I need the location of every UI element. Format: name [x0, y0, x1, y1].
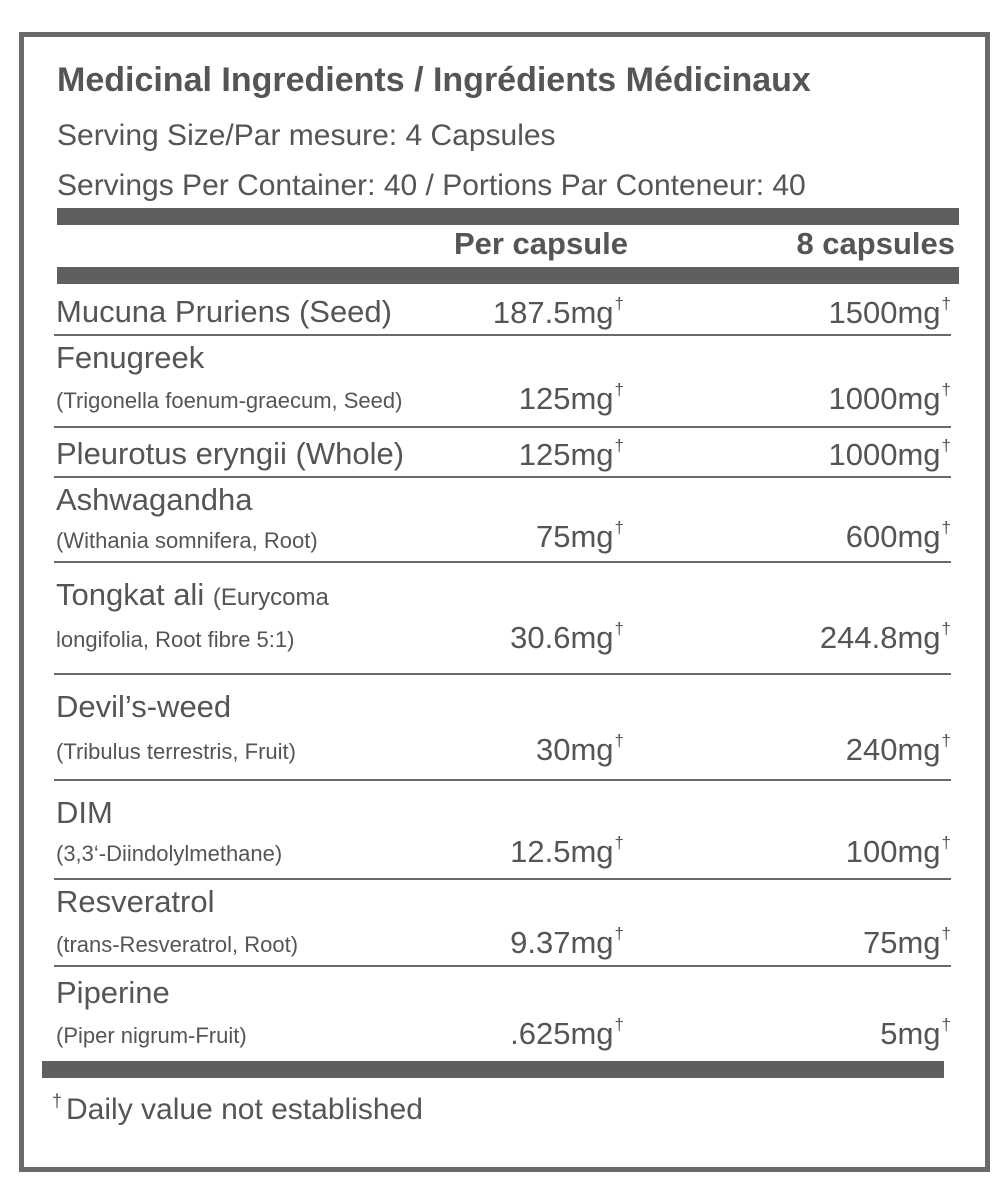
- amount-per-capsule: 30mg†: [535, 731, 624, 767]
- footnote-text: Daily value not established: [66, 1093, 423, 1126]
- amount-per-capsule: .625mg†: [510, 1015, 624, 1051]
- amount-eight-capsules: 100mg†: [845, 833, 951, 869]
- amount-per-capsule: 75mg†: [535, 518, 624, 554]
- amount-per-capsule: 9.37mg†: [510, 924, 624, 960]
- ingredient-latin-name: (trans-Resveratrol, Root): [56, 932, 299, 957]
- serving-size: Serving Size/Par mesure: 4 Capsules: [57, 119, 556, 152]
- ingredient-latin-name: longifolia, Root fibre 5:1): [56, 627, 295, 652]
- amount-per-capsule: 12.5mg†: [510, 833, 624, 869]
- dagger-symbol: †: [52, 1091, 63, 1111]
- ingredient-row: [54, 563, 951, 675]
- ingredient-latin-name: (Tribulus terrestris, Fruit): [56, 739, 296, 764]
- column-header-per-capsule: Per capsule: [453, 226, 628, 261]
- servings-per-container: Servings Per Container: 40 / Portions Par Conteneur: 40: [57, 169, 806, 202]
- ingredient-name: Pleurotus eryngii (Whole): [56, 436, 405, 471]
- ingredient-row: [54, 781, 951, 880]
- amount-eight-capsules: 75mg†: [862, 924, 951, 960]
- ingredient-row: [54, 284, 951, 336]
- ingredient-row: [54, 478, 951, 563]
- ingredient-row: [54, 880, 951, 967]
- ingredient-latin-name: (Piper nigrum-Fruit): [56, 1023, 247, 1048]
- column-divider-bar: [57, 267, 959, 284]
- panel-title: Medicinal Ingredients / Ingrédients Médicinaux: [57, 61, 811, 99]
- amount-per-capsule: 30.6mg†: [510, 619, 624, 655]
- ingredient-name: Mucuna Pruriens (Seed): [56, 294, 392, 329]
- footnote: [52, 1091, 423, 1127]
- amount-eight-capsules: 5mg†: [880, 1015, 951, 1051]
- amount-eight-capsules: 244.8mg†: [819, 619, 951, 655]
- ingredient-row: [54, 428, 951, 478]
- ingredient-name: Devil’s-weed: [56, 689, 232, 724]
- amount-eight-capsules: 240mg†: [845, 731, 951, 767]
- footer-divider-bar: [42, 1061, 944, 1078]
- amount-eight-capsules: 600mg†: [845, 518, 951, 554]
- ingredient-name: Tongkat ali (Eurycoma: [56, 577, 329, 612]
- amount-per-capsule: 187.5mg†: [492, 294, 624, 330]
- ingredient-name: Ashwagandha: [56, 482, 253, 517]
- amount-eight-capsules: 1500mg†: [828, 294, 951, 330]
- amount-per-capsule: 125mg†: [518, 436, 624, 472]
- amount-eight-capsules: 1000mg†: [828, 436, 951, 472]
- column-header-eight-capsules: 8 capsules: [796, 226, 955, 261]
- ingredient-name: Piperine: [56, 975, 170, 1010]
- ingredient-latin-name: (Withania somnifera, Root): [56, 528, 318, 553]
- supplement-facts-panel: [19, 32, 990, 1172]
- amount-per-capsule: 125mg†: [518, 380, 624, 416]
- header-divider-bar: [57, 208, 959, 225]
- ingredient-row: [54, 967, 951, 1057]
- amount-eight-capsules: 1000mg†: [828, 380, 951, 416]
- ingredient-latin-name: (3,3‘-Diindolylmethane): [56, 841, 283, 866]
- ingredient-name: Fenugreek: [56, 340, 205, 375]
- ingredient-name: DIM: [56, 795, 113, 830]
- ingredient-name: Resveratrol: [56, 884, 215, 919]
- ingredient-row: [54, 675, 951, 781]
- ingredient-latin-name: (Trigonella foenum-graecum, Seed): [56, 388, 403, 413]
- ingredient-row: [54, 336, 951, 428]
